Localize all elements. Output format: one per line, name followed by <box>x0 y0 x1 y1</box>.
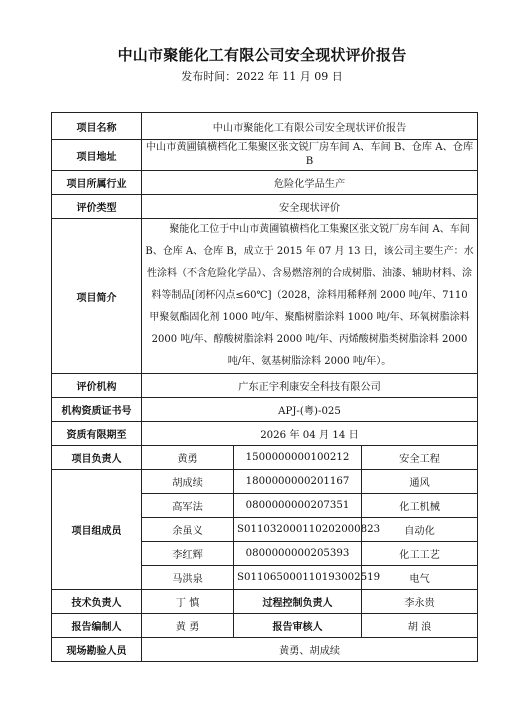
row-project-leader <box>52 446 478 470</box>
member-name: 李红辉 <box>142 542 234 566</box>
label-eval-type: 评价类型 <box>52 195 142 219</box>
member-major: 化工机械 <box>362 494 478 518</box>
leader-major: 安全工程 <box>362 446 478 470</box>
value-industry: 危险化学品生产 <box>142 171 478 195</box>
member-name: 马洪泉 <box>142 566 234 590</box>
label-reviewer: 报告审核人 <box>234 614 362 638</box>
member-cert: 0800000000205393 <box>234 542 362 566</box>
row-intro <box>52 219 478 374</box>
value-cert-no: APJ-(粤)-025 <box>142 398 478 422</box>
row-project-address <box>52 140 478 171</box>
value-eval-type: 安全现状评价 <box>142 195 478 219</box>
label-industry: 项目所属行业 <box>52 171 142 195</box>
label-project-name: 项目名称 <box>52 113 142 140</box>
member-name: 胡成续 <box>142 470 234 494</box>
value-tech-lead: 丁 慎 <box>142 590 234 614</box>
leader-name: 黄勇 <box>142 446 234 470</box>
label-cert-no: 机构资质证书号 <box>52 398 142 422</box>
row-agency <box>52 374 478 398</box>
member-major: 通风 <box>362 470 478 494</box>
report-info-table <box>51 112 478 662</box>
label-intro: 项目简介 <box>52 219 142 374</box>
label-process-lead: 过程控制负责人 <box>234 590 362 614</box>
value-agency: 广东正宇利康安全科技有限公司 <box>142 374 478 398</box>
value-cert-valid: 2026 年 04 月 14 日 <box>142 422 478 446</box>
member-major: 电气 <box>362 566 478 590</box>
value-project-name: 中山市聚能化工有限公司安全现状评价报告 <box>142 113 478 140</box>
value-reviewer: 胡 浪 <box>362 614 478 638</box>
member-cert: S011065000110193002519 <box>234 566 362 590</box>
row-eval-type <box>52 195 478 219</box>
label-project-address: 项目地址 <box>52 140 142 171</box>
label-author: 报告编制人 <box>52 614 142 638</box>
row-cert-valid <box>52 422 478 446</box>
page-title: 中山市聚能化工有限公司安全现状评价报告 <box>117 46 407 64</box>
member-row <box>52 470 478 494</box>
value-intro: 聚能化工位于中山市黄圃镇横档化工集聚区张文锐厂房车间 A、车间 B、仓库 A、仓库 B，成立于 2015 年 07 月 13 日，该公司主要生产：水性涂料（不含危险化学品）、含易燃溶剂的合成树脂、油漆、辅助材料、涂料等制品[闭杯闪点≤60℃]（2028，涂料用稀释剂 2000 吨/年、7110 甲聚氨酯固化剂 1000 吨/年、聚酯树脂涂料 1000 吨/年、环氧树脂涂料 2000 吨/年、醇酸树脂涂料 2000 吨/年、丙烯酸树脂类树脂涂料 2000 吨/年、氨基树脂涂料 2000 吨/年）。 <box>142 219 478 374</box>
label-members: 项目组成员 <box>52 470 142 590</box>
label-cert-valid: 资质有限期至 <box>52 422 142 446</box>
label-tech-lead: 技术负责人 <box>52 590 142 614</box>
value-process-lead: 李永贵 <box>362 590 478 614</box>
label-agency: 评价机构 <box>52 374 142 398</box>
leader-cert: 1500000000100212 <box>234 446 362 470</box>
row-author <box>52 614 478 638</box>
label-project-leader: 项目负责人 <box>52 446 142 470</box>
value-survey: 黄勇、胡成续 <box>142 638 478 662</box>
member-major: 自动化 <box>362 518 478 542</box>
row-survey <box>52 638 478 662</box>
value-author: 黄 勇 <box>142 614 234 638</box>
member-name: 余虽义 <box>142 518 234 542</box>
member-major: 化工工艺 <box>362 542 478 566</box>
row-cert-no <box>52 398 478 422</box>
member-name: 高军法 <box>142 494 234 518</box>
row-tech-lead <box>52 590 478 614</box>
member-cert: S011032000110202000823 <box>234 518 362 542</box>
publish-date: 发布时间：2022 年 11 月 09 日 <box>181 70 343 83</box>
label-survey: 现场勘验人员 <box>52 638 142 662</box>
row-project-name <box>52 113 478 140</box>
member-cert: 0800000000207351 <box>234 494 362 518</box>
value-project-address: 中山市黄圃镇横档化工集聚区张文锐厂房车间 A、车间 B、仓库 A、仓库 B <box>142 140 478 171</box>
member-cert: 1800000000201167 <box>234 470 362 494</box>
row-industry <box>52 171 478 195</box>
